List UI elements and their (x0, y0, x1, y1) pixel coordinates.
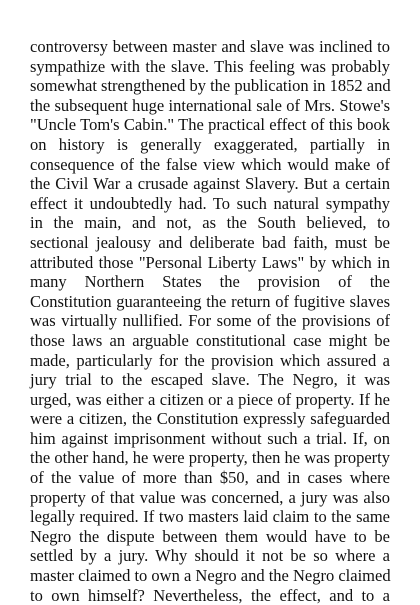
text-line: in the main, and not, as the South believed, to (30, 213, 390, 233)
text-line: him against imprisonment without such a trial. If, on (30, 428, 390, 448)
text-line: jury trial to the escaped slave. The Negro, it was (30, 370, 390, 390)
text-line: consequence of the false view which would make of (30, 154, 390, 174)
text-line: sympathize with the slave. This feeling was probably (30, 56, 390, 76)
text-line: of the value of more than $50, and in cases where (30, 468, 390, 488)
text-line: those laws an arguable constitutional case might be (30, 330, 390, 350)
text-line: urged, was either a citizen or a piece of property. If he (30, 389, 390, 409)
text-line: settled by a jury. Why should it not be so where a (30, 546, 390, 566)
text-line: sectional jealousy and deliberate bad faith, must be (30, 232, 390, 252)
text-line: were a citizen, the Constitution expressly safeguarded (30, 409, 390, 429)
text-line: on history is generally exaggerated, partially in (30, 134, 390, 154)
text-line: property of that value was concerned, a jury was also (30, 487, 390, 507)
text-line: attributed those "Personal Liberty Laws" by which in (30, 252, 390, 272)
text-line: to own himself? Nevertheless, the effect, and to a (30, 585, 390, 605)
text-line: "Uncle Tom's Cabin." The practical effect of this book (30, 115, 390, 135)
text-line: was virtually nullified. For some of the provisions of (30, 311, 390, 331)
text-line: master claimed to own a Negro and the Negro claimed (30, 566, 391, 586)
text-line: controversy between master and slave was inclined to (30, 37, 390, 56)
text-line: the Civil War a crusade against Slavery. But a certain (30, 174, 390, 194)
text-line: somewhat strengthened by the publication in 1852 and (30, 76, 391, 96)
text-line: Constitution guaranteeing the return of fugitive slaves (30, 291, 390, 311)
text-line: effect it undoubtedly had. To such natural sympathy (30, 193, 390, 213)
text-line: made, particularly for the provision which assured a (30, 350, 390, 370)
text-line: the subsequent huge international sale of Mrs. Stowe's (30, 95, 390, 115)
text-line: legally required. If two masters laid claim to the same (30, 507, 390, 527)
text-line: the other hand, he were property, then he was property (30, 448, 390, 468)
text-line: many Northern States the provision of the (30, 272, 390, 292)
text-line: Negro the dispute between them would have to be (30, 526, 390, 546)
body-paragraph (30, 37, 390, 605)
